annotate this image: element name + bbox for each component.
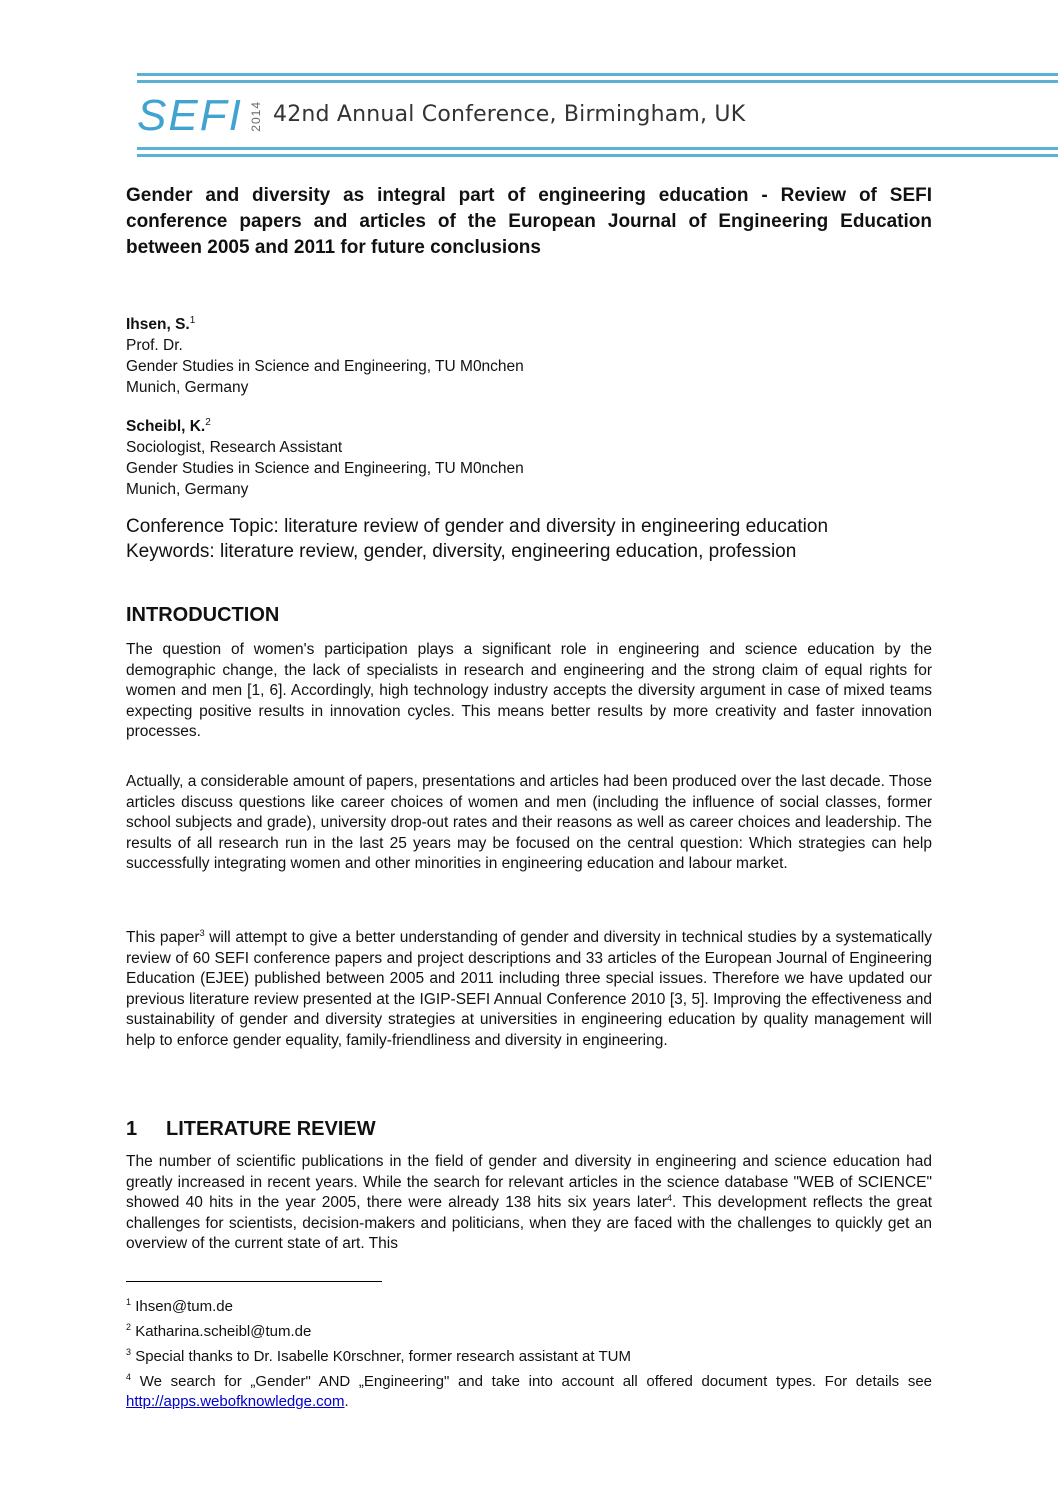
author-location: Munich, Germany xyxy=(126,481,249,499)
logo-text: SEFI xyxy=(137,91,243,140)
logo-year: 2014 xyxy=(248,100,263,132)
conference-topic: Conference Topic: literature review of gender and diversity in engineering education xyxy=(126,516,829,537)
conference-title: 42nd Annual Conference, Birmingham, UK xyxy=(273,102,746,127)
author-name: Scheibl, K. xyxy=(126,418,206,436)
footnote-mark: 3 xyxy=(199,927,205,938)
intro-paragraph-1: The question of women's participation plays a significant role in engineering and science education by the demographic change, the lack of specialists in research and engineering and the strong claim of equal rights for women and men [1, 6]. Accordingly, high technology industry accepts the diversity argument in case of mixed teams expecting positive results in innovation cycles. This means better results by more creativity and faster innovation processes. xyxy=(126,641,932,740)
footnotes xyxy=(126,1292,932,1412)
footnote-mark: 1 xyxy=(189,315,196,326)
section-title: LITERATURE REVIEW xyxy=(166,1118,376,1140)
author-title: Prof. Dr. xyxy=(126,337,183,355)
keywords: Keywords: literature review, gender, diversity, engineering education, profession xyxy=(126,541,797,562)
section-1-heading xyxy=(126,1118,932,1141)
introduction-heading: INTRODUCTION xyxy=(126,604,280,626)
author-affiliation: Gender Studies in Science and Engineering, TU M0nchen xyxy=(126,460,524,478)
section-number: 1 xyxy=(126,1118,138,1140)
footnote-1: $^1$ Ihsen@tum.de xyxy=(126,1297,233,1315)
intro-paragraph-3: This paper$^3$ will attempt to give a better understanding of gender and diversity in technical studies by a systematically review of 60 SEFI conference papers and project descriptions and 33 articles of the European Journal of Engineering Education (EJEE) published between 2005 and 2011 including three special issues. Therefore we have updated our previous literature review presented at the IGIP-SEFI Annual Conference 2010 [3, 5]. Improving the effectiveness and sustainability of gender and diversity strategies at universities in engineering education by quality management will help to enforce gender equality, family-friendliness and diversity in engineering. xyxy=(126,927,932,1049)
author-location: Munich, Germany xyxy=(126,379,249,397)
header-rule-top xyxy=(137,73,1058,87)
sefi-logo xyxy=(137,91,263,140)
author-block-2 xyxy=(126,412,932,500)
paper-title: Gender and diversity as integral part of engineering education - Review of SEFI conference papers and articles of the European Journal of Engineering Education between 2005 and 2011 for future conclusions xyxy=(126,185,932,258)
footnote-4: $^4$ We search for „Gender" AND „Engineering" and take into account all offered document types. For details see http://apps.webofknowledge.com. xyxy=(126,1372,933,1410)
header-rule-bottom xyxy=(137,147,1058,161)
author-affiliation: Gender Studies in Science and Engineering, TU M0nchen xyxy=(126,358,524,376)
author-block-1 xyxy=(126,310,932,398)
topic-block xyxy=(126,514,932,564)
section-1-paragraph: The number of scientific publications in the field of gender and diversity in engineering and science education had greatly increased in recent years. While the search for relevant articles in the science database "WEB of SCIENCE" showed 40 hits in the year 2005, there were already 138 hits six years later$^4$. This development reflects the great challenges for scientists, decision-makers and politicians, when they are faced with the challenges to quickly get an overview of the current state of art. This xyxy=(126,1153,932,1252)
author-title: Sociologist, Research Assistant xyxy=(126,439,343,457)
footnote-3: $^3$ Special thanks to Dr. Isabelle K0rschner, former research assistant at TUM xyxy=(126,1347,631,1365)
footnote-2: $^2$ Katharina.scheibl@tum.de xyxy=(126,1322,312,1340)
footnote-mark: 2 xyxy=(205,417,211,428)
author-name: Ihsen, S. xyxy=(126,316,190,334)
webofknowledge-link[interactable]: http://apps.webofknowledge.com xyxy=(126,1393,345,1410)
footnote-divider xyxy=(126,1281,382,1282)
intro-paragraph-2: Actually, a considerable amount of papers, presentations and articles had been produced over the last decade. Those articles discuss questions like career choices of women and men (including the influence of social classes, former school subjects and grade), university drop-out rates and their reasons as well as career choices and leadership. The results of all research run in the last 25 years may be focused on the central question: Which strategies can help successfully integrating women and other minorities in engineering education and labour market. xyxy=(126,773,932,872)
footnote-mark: 4 xyxy=(667,1192,673,1203)
